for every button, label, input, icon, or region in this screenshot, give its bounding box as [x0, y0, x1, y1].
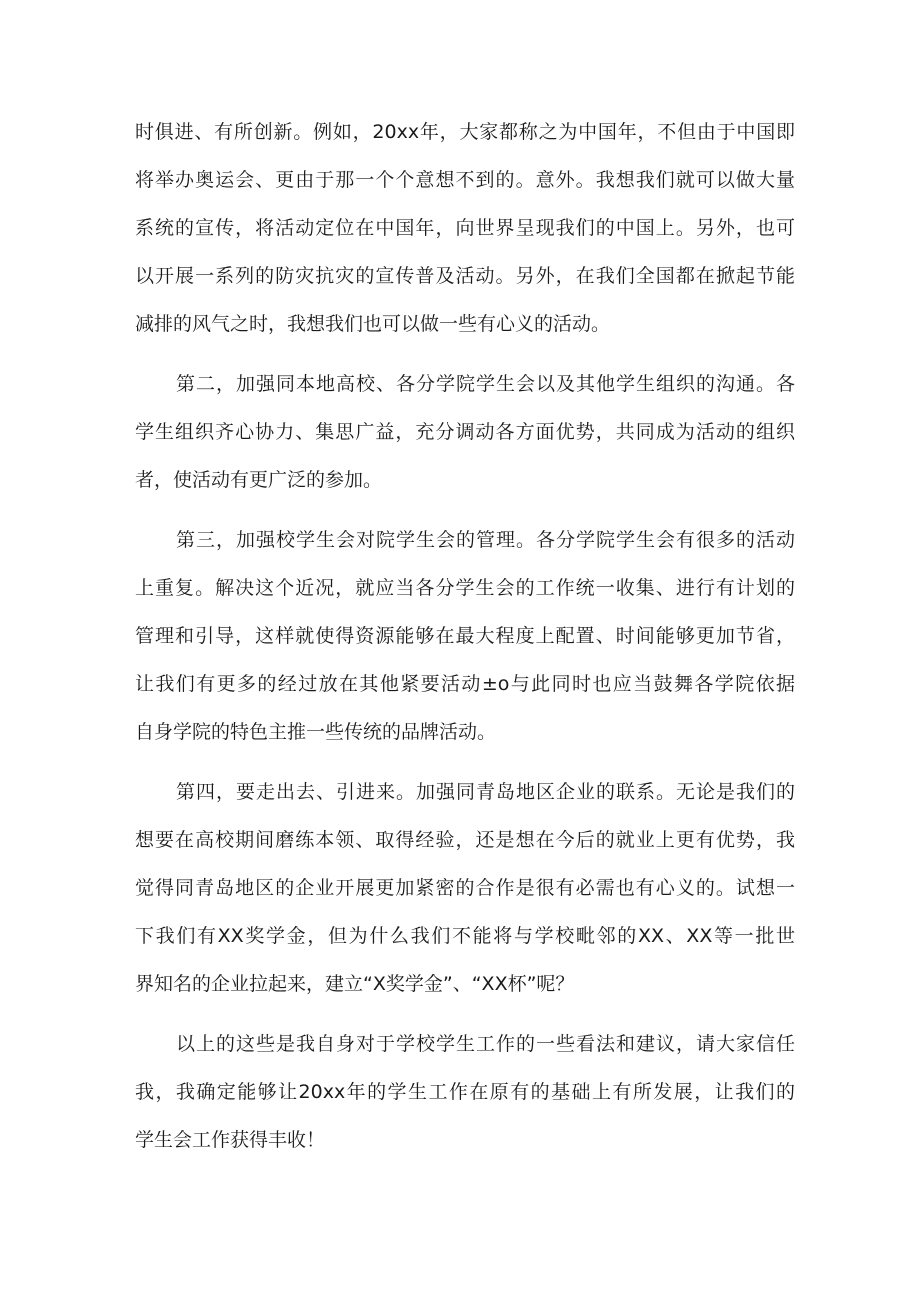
paragraph-1-line-4: 以开展一系列的防灾抗灾的宣传普及活动。另外，在我们全国都在掀起节能	[135, 265, 795, 287]
paragraph-1-line-2: 将举办奥运会、更由于那一个个意想不到的。意外。我想我们就可以做大量	[135, 169, 795, 191]
paragraph-3-line-3: 管理和引导，这样就使得资源能够在最大程度上配置、时间能够更加节省，	[135, 625, 795, 647]
paragraph-5-line-3: 学生会工作获得丰收！	[135, 1129, 326, 1151]
paragraph-3-line-4: 让我们有更多的经过放在其他紧要活动±o与此同时也应当鼓舞各学院依据	[135, 673, 795, 695]
paragraph-4-line-4: 下我们有XX奖学金，但为什么我们不能将与学校毗邻的XX、XX等一批世	[135, 925, 795, 947]
paragraph-4-line-2: 想要在高校期间磨练本领、取得经验，还是想在今后的就业上更有优势，我	[135, 829, 795, 851]
paragraph-1-line-5: 减排的风气之时，我想我们也可以做一些有心义的活动。	[135, 313, 611, 335]
paragraph-1-line-3: 系统的宣传，将活动定位在中国年，向世界呈现我们的中国上。另外，也可	[135, 217, 795, 239]
paragraph-5-line-2: 我，我确定能够让20xx年的学生工作在原有的基础上有所发展，让我们的	[135, 1081, 795, 1103]
paragraph-4-line-1: 第四，要走出去、引进来。加强同青岛地区企业的联系。无论是我们的	[176, 781, 795, 803]
paragraph-3-line-5: 自身学院的特色主推一些传统的品牌活动。	[135, 721, 497, 743]
paragraph-3-line-1: 第三，加强校学生会对院学生会的管理。各分学院学生会有很多的活动	[176, 529, 795, 551]
paragraph-2-line-1: 第二，加强同本地高校、各分学院学生会以及其他学生组织的沟通。各	[176, 373, 795, 395]
paragraph-5-line-1: 以上的这些是我自身对于学校学生工作的一些看法和建议，请大家信任	[176, 1033, 795, 1055]
paragraph-4-line-5: 界知名的企业拉起来，建立“X奖学金”、“XX杯”呢？	[135, 973, 575, 995]
paragraph-4-line-3: 觉得同青岛地区的企业开展更加紧密的合作是很有必需也有心义的。试想一	[135, 877, 795, 899]
paragraph-1-line-1: 时俱进、有所创新。例如，20xx年，大家都称之为中国年，不但由于中国即	[135, 121, 795, 143]
paragraph-2-line-2: 学生组织齐心协力、集思广益，充分调动各方面优势，共同成为活动的组织	[135, 421, 795, 443]
paragraph-3-line-2: 上重复。解决这个近况，就应当各分学生会的工作统一收集、进行有计划的	[135, 577, 795, 599]
paragraph-2-line-3: 者，使活动有更广泛的参加。	[135, 469, 383, 491]
